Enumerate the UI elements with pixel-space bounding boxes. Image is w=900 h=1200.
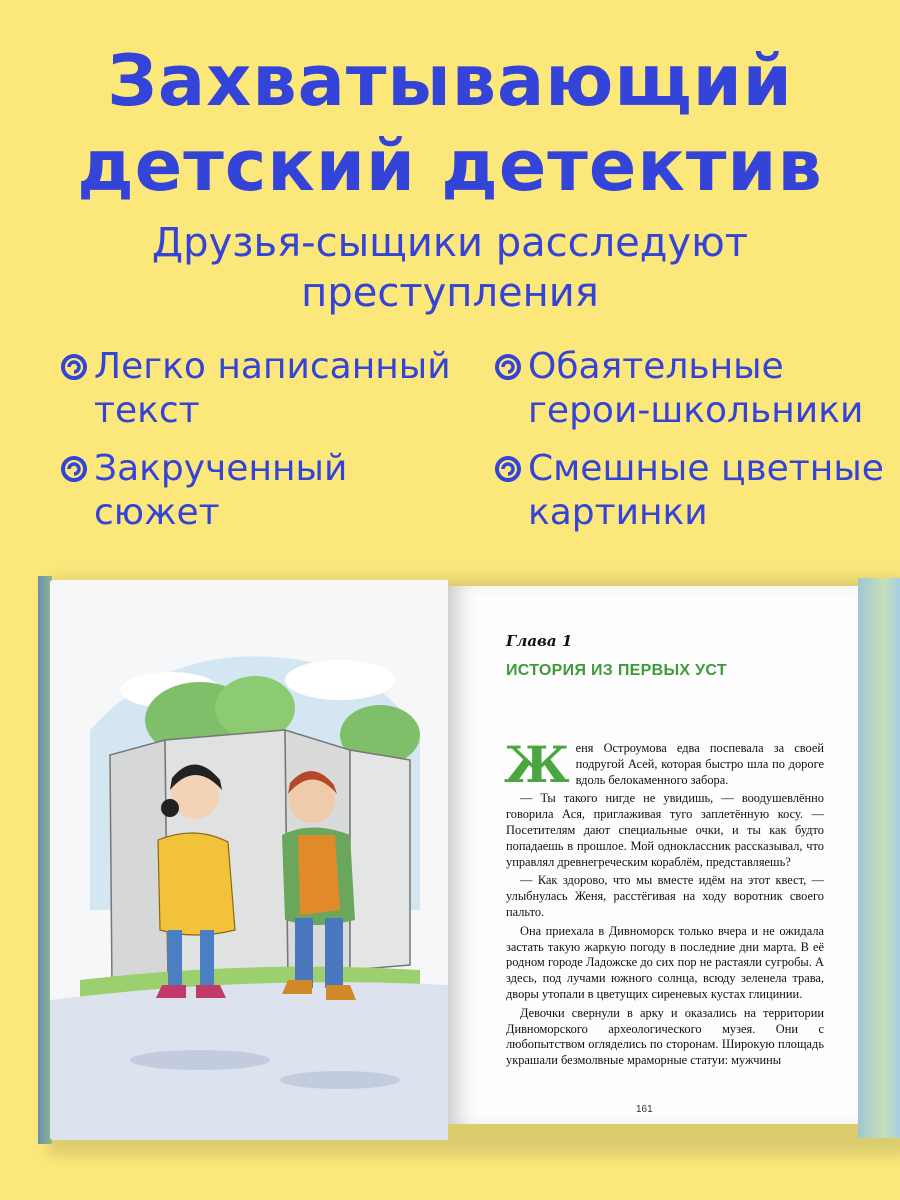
headline-line-2: детский детектив xyxy=(77,125,823,207)
paragraph: Девочки свернули в арку и оказались на территории Дивноморского археологического музея. Они с любопытством огляделись по сторонам. Широкую площадь украшали безмолвные мраморные статуи: мужчины xyxy=(506,1005,824,1068)
feature-text-line-2: сюжет xyxy=(94,492,220,533)
chapter-title: ИСТОРИЯ ИЗ ПЕРВЫХ УСТ xyxy=(506,662,727,679)
feature-text-line-1: Смешные цветные xyxy=(528,448,884,489)
spiral-bullet-icon xyxy=(494,353,522,381)
feature-text-line-2: герои-школьники xyxy=(528,390,864,431)
open-book xyxy=(38,572,900,1152)
paragraph: Она приехала в Дивноморск только вчера и не ожидала застать такую жаркую погоду в последние дни марта. В её родном городе Ладожске до сих пор не растаяли сугробы. А здесь, под лучами южного солнца, всюду зеленела трава, дворы утопали в цветущих сиреневых кустах глицинии. xyxy=(506,923,824,1001)
spiral-bullet-icon xyxy=(60,353,88,381)
paragraph-text: еня Остроумова едва поспевала за своей подругой Асей, которая быстро шла по дороге вдоль белокаменного забора. xyxy=(575,741,824,787)
spiral-bullet-icon xyxy=(494,455,522,483)
feature-item xyxy=(494,345,894,433)
chapter-text xyxy=(504,735,824,1072)
feature-text-line-2: картинки xyxy=(528,492,708,533)
right-page-text xyxy=(448,586,858,1124)
page-number: 161 xyxy=(636,1104,653,1115)
paragraph: — Ты такого нигде не увидишь, — воодушевлённо говорила Ася, приглаживая туго заплетённую косу. — Посетителям дают специальные очки, и ты как будто попадаешь в прошлое. Мой одноклассник рассказывал, что управлял древнегреческим кораблём, представляешь? xyxy=(506,791,824,869)
illustration-two-girls-walking xyxy=(50,580,448,1140)
subtitle: Друзья-сыщики расследуют преступления xyxy=(151,220,749,316)
drop-cap: Ж xyxy=(504,735,570,794)
headline-line-1: Захватывающий xyxy=(107,40,793,122)
feature-text-line-1: Легко написанный xyxy=(94,346,451,387)
paragraph xyxy=(504,735,824,794)
feature-text-line-1: Обаятельные xyxy=(528,346,784,387)
feature-text-line-2: текст xyxy=(94,390,200,431)
feature-item xyxy=(60,447,460,535)
chapter-label: Глава 1 xyxy=(506,632,573,650)
feature-text-line-1: Закрученный xyxy=(94,448,348,489)
feature-item xyxy=(494,447,894,535)
feature-item xyxy=(60,345,460,433)
left-page-illustration xyxy=(50,580,448,1140)
book-cover-edge-right xyxy=(858,578,900,1138)
spiral-bullet-icon xyxy=(60,455,88,483)
paragraph: — Как здорово, что мы вместе идём на этот квест, — улыбнулась Женя, расстёгивая на ходу воротник своего пальто. xyxy=(506,873,824,919)
